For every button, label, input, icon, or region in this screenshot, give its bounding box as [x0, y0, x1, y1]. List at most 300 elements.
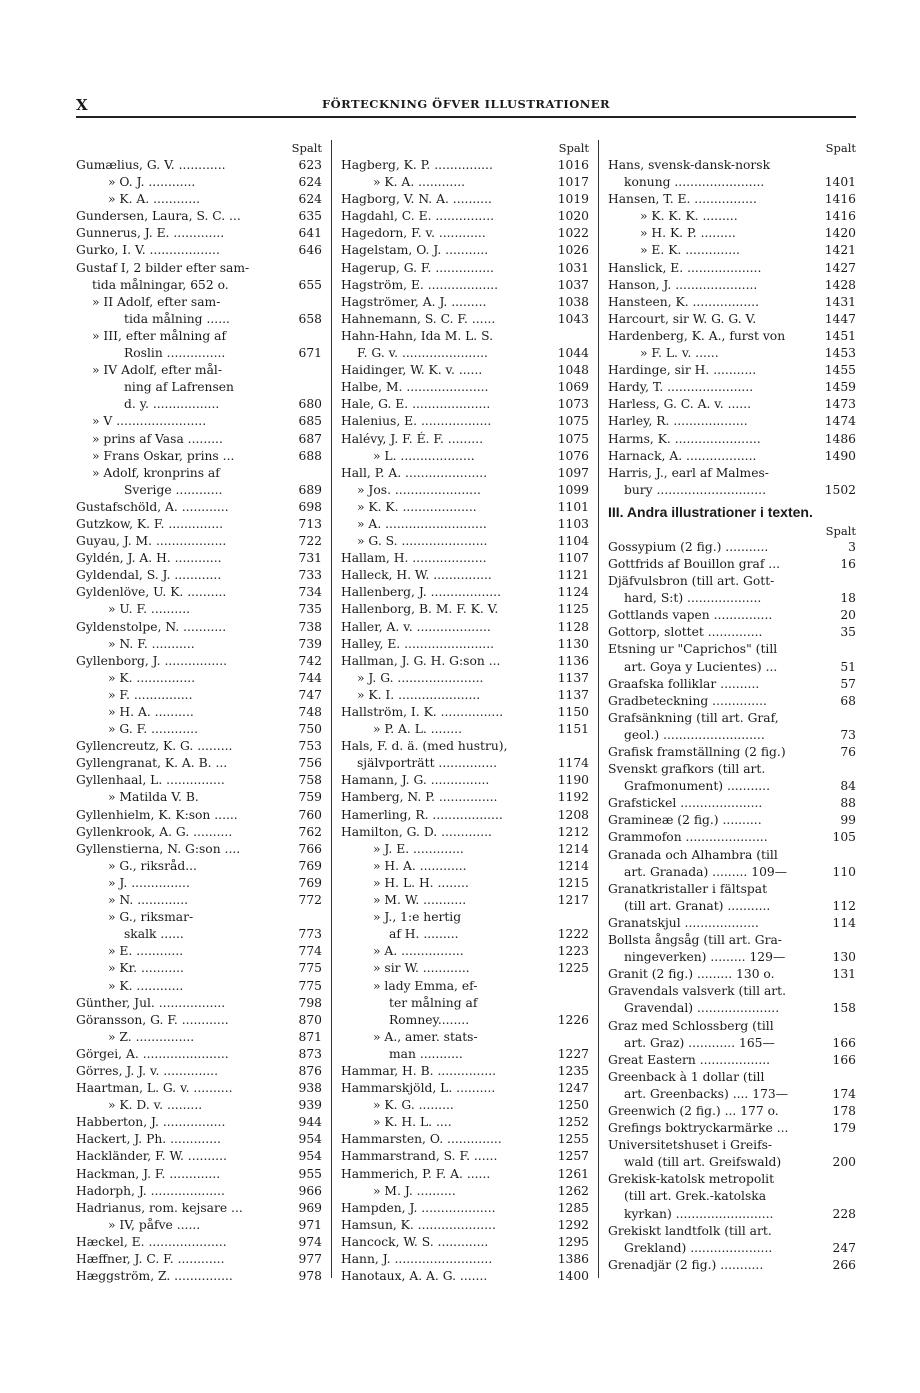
index-entry [341, 755, 589, 772]
index-entry [341, 978, 589, 995]
index-entry [76, 1166, 322, 1183]
entry-name: Görgei, A. ...................... [76, 1046, 229, 1061]
index-entry [341, 277, 589, 294]
index-entry [76, 960, 322, 977]
entry-name: Hammarsten, O. .............. [341, 1132, 502, 1147]
entry-name: Gumælius, G. V. ............ [76, 158, 226, 172]
index-entry [76, 157, 322, 174]
entry-column-number: 1069 [557, 380, 589, 395]
entry-column-number: 68 [840, 693, 856, 708]
entry-column-number: 166 [832, 1052, 856, 1067]
index-entry [341, 294, 589, 311]
entry-name: F. G. v. ...................... [357, 346, 488, 361]
entry-column-number: 938 [298, 1081, 322, 1096]
index-entry [341, 1268, 589, 1285]
index-entry [76, 465, 322, 482]
entry-name: konung ....................... [624, 175, 765, 190]
entry-column-number: 685 [298, 414, 322, 429]
entry-name: » A., amer. stats- [373, 1029, 478, 1044]
index-entry [76, 926, 322, 943]
index-entry [608, 1171, 856, 1188]
entry-name: Hanotaux, A. A. G. ....... [341, 1269, 488, 1284]
index-entry [608, 573, 856, 590]
entry-column-number: 1104 [557, 534, 589, 549]
entry-name: Gundersen, Laura, S. C. ... [76, 209, 241, 224]
entry-name: » IV Adolf, efter mål- [92, 363, 223, 378]
entry-name: Hagdahl, C. E. ............... [341, 209, 495, 224]
entry-column-number: 747 [298, 687, 322, 702]
entry-name: Hadorph, J. ................... [76, 1183, 225, 1198]
entry-column-number: 1455 [824, 363, 856, 378]
index-entry [76, 721, 322, 738]
index-entry [341, 1148, 589, 1165]
index-entry [341, 1251, 589, 1268]
index-entry [76, 687, 322, 704]
entry-name: Guyau, J. M. .................. [76, 534, 227, 549]
entry-name: Gramineæ (2 fig.) .......... [608, 813, 762, 828]
index-entry [341, 157, 589, 174]
index-entry [341, 465, 589, 482]
index-entry [76, 294, 322, 311]
index-entry [608, 693, 856, 710]
index-entry [76, 448, 322, 465]
index-entry [341, 379, 589, 396]
index-entry [608, 949, 856, 966]
index-entry [341, 191, 589, 208]
index-entry [76, 653, 322, 670]
entry-column-number: 731 [298, 551, 322, 566]
entry-name: Gutzkow, K. F. .............. [76, 516, 224, 531]
index-entry [76, 704, 322, 721]
index-entry [608, 191, 856, 208]
header-rule [76, 116, 856, 118]
entry-name: art. Granada) ......... 109— [624, 864, 788, 879]
index-entry [608, 1052, 856, 1069]
index-entry [608, 174, 856, 191]
entry-name: » L. ................... [373, 448, 475, 463]
index-entry [76, 858, 322, 875]
index-entry [608, 812, 856, 829]
entry-column-number: 1192 [557, 790, 589, 805]
entry-column-number: 1073 [557, 397, 589, 412]
index-entry [76, 1131, 322, 1148]
entry-name: Hæffner, J. C. F. ............ [76, 1252, 225, 1266]
entry-name: Hammarskjöld, L. .......... [341, 1081, 496, 1096]
entry-name: Hammerich, P. F. A. ...... [341, 1166, 491, 1181]
entry-column-number: 73 [840, 727, 856, 742]
entry-column-number: 76 [840, 745, 856, 759]
entry-name: » K. K. K. ......... [640, 209, 738, 224]
index-entry [608, 208, 856, 225]
entry-name: Gossypium (2 fig.) ........... [608, 539, 769, 554]
entry-column-number: 228 [832, 1206, 856, 1221]
entry-name: Grafsänkning (till art. Graf, [608, 710, 779, 725]
index-entry [341, 1046, 589, 1063]
index-entry [76, 601, 322, 618]
entry-name: Djäfvulsbron (till art. Gott- [608, 574, 775, 589]
entry-name: (till art. Grek.-katolska [624, 1189, 767, 1204]
entry-column-number: 1099 [557, 482, 589, 497]
entry-name: Hackländer, F. W. .......... [76, 1149, 227, 1164]
entry-column-number: 1124 [557, 585, 589, 600]
index-entry [608, 778, 856, 795]
entry-column-number: 1447 [824, 311, 856, 326]
entry-column-number: 112 [832, 898, 856, 913]
index-entry [341, 687, 589, 704]
index-entry [608, 539, 856, 556]
index-entry [341, 704, 589, 721]
entry-column-number: 775 [298, 978, 322, 993]
entry-column-number: 1247 [557, 1081, 589, 1096]
entry-column-number: 688 [298, 448, 322, 463]
index-entry [341, 242, 589, 259]
entry-column-number: 3 [848, 539, 856, 554]
index-entry [341, 909, 589, 926]
index-entry [608, 1120, 856, 1137]
entry-name: Halenius, E. .................. [341, 414, 492, 429]
entry-column-number: 760 [298, 807, 322, 822]
index-entry [608, 1223, 856, 1240]
entry-column-number: 1103 [557, 516, 589, 531]
entry-column-number: 1044 [557, 346, 589, 361]
entry-name: Hahnemann, S. C. F. ...... [341, 311, 496, 326]
entry-name: Harms, K. ...................... [608, 431, 761, 446]
index-entry [341, 858, 589, 875]
spalt-header: Spalt [825, 141, 856, 155]
index-entry [608, 1154, 856, 1171]
index-entry [76, 1148, 322, 1165]
entry-column-number: 756 [298, 756, 322, 771]
index-entry [76, 1200, 322, 1217]
index-column-1 [76, 140, 322, 1285]
entry-column-number: 1151 [557, 722, 589, 737]
entry-name: Hann, J. ......................... [341, 1252, 493, 1266]
index-entry [341, 174, 589, 191]
index-entry [341, 892, 589, 909]
entry-name: självporträtt ............... [357, 756, 498, 771]
entry-column-number: 1227 [557, 1046, 589, 1061]
entry-name: Grafmonument) ........... [624, 779, 770, 794]
entry-column-number: 1225 [557, 961, 589, 976]
entry-name: Gradbeteckning .............. [608, 693, 767, 708]
entry-name: Görres, J. J. v. .............. [76, 1063, 219, 1078]
entry-column-number: 1137 [557, 670, 589, 685]
index-entry [608, 379, 856, 396]
entry-name: Gyldenstolpe, N. ........... [76, 619, 227, 634]
index-entry [608, 1035, 856, 1052]
index-entry [341, 311, 589, 328]
entry-column-number: 635 [298, 209, 322, 224]
entry-column-number: 57 [840, 676, 856, 691]
index-entry [608, 1000, 856, 1017]
entry-name: art. Graz) ............ 165— [624, 1035, 775, 1050]
entry-name: Grenadjär (2 fig.) ........... [608, 1257, 764, 1272]
entry-column-number: 775 [298, 961, 322, 976]
index-entry [341, 807, 589, 824]
entry-column-number: 105 [832, 830, 856, 845]
index-entry [76, 584, 322, 601]
index-entry [341, 499, 589, 516]
entry-name: Hagborg, V. N. A. .......... [341, 192, 492, 207]
index-entry [76, 311, 322, 328]
index-entry [608, 1257, 856, 1274]
index-entry [341, 1114, 589, 1131]
entry-column-number: 655 [298, 277, 322, 292]
entry-name: d. y. ................. [124, 397, 220, 412]
index-entry [76, 516, 322, 533]
index-entry [608, 932, 856, 949]
index-entry [76, 636, 322, 653]
entry-name: Gunnerus, J. E. ............. [76, 226, 225, 241]
entry-column-number: 1285 [557, 1200, 589, 1215]
entry-name: Haller, A. v. ................... [341, 619, 491, 634]
index-entry [76, 396, 322, 413]
index-entry [608, 556, 856, 573]
entry-column-number: 84 [840, 779, 856, 794]
entry-column-number: 722 [298, 534, 322, 549]
index-entry [76, 892, 322, 909]
entry-column-number: 1208 [557, 807, 589, 822]
entry-column-number: 750 [298, 722, 322, 737]
index-entry [76, 533, 322, 550]
entry-name: Hallman, J. G. H. G:son ... [341, 653, 501, 668]
entry-column-number: 1223 [557, 944, 589, 959]
entry-name: Gyllengranat, K. A. B. ... [76, 756, 228, 771]
entry-name: Hamilton, G. D. ............. [341, 824, 492, 839]
entry-column-number: 772 [298, 893, 322, 908]
entry-column-number: 1235 [557, 1063, 589, 1078]
entry-column-number: 624 [298, 192, 322, 207]
index-entry [76, 379, 322, 396]
entry-column-number: 1214 [557, 858, 589, 873]
index-entry [341, 567, 589, 584]
entry-column-number: 1215 [557, 875, 589, 890]
entry-column-number: 744 [298, 670, 322, 685]
entry-name: » Z. ............... [108, 1029, 195, 1044]
entry-column-number: 1252 [557, 1115, 589, 1130]
entry-name: » Jos. ...................... [357, 482, 481, 497]
entry-column-number: 1453 [824, 346, 856, 361]
entry-column-number: 1107 [557, 551, 589, 566]
entry-name: Hagströmer, A. J. ......... [341, 294, 487, 309]
index-entry [76, 995, 322, 1012]
entry-column-number: 1257 [557, 1149, 589, 1164]
entry-name: » H. A. .......... [108, 705, 194, 719]
index-entry [608, 362, 856, 379]
entry-name: Harnack, A. .................. [608, 448, 757, 463]
index-entry [608, 744, 856, 761]
entry-name: Harley, R. ................... [608, 414, 748, 429]
entry-name: Granatkristaller i fältspat [608, 881, 768, 896]
column-divider [598, 140, 599, 1278]
entry-column-number: 641 [298, 226, 322, 241]
index-entry [608, 1018, 856, 1035]
entry-name: Hackman, J. F. ............. [76, 1166, 221, 1181]
entry-column-number: 1217 [557, 893, 589, 908]
entry-column-number: 1075 [557, 431, 589, 446]
entry-name: Habberton, J. ................ [76, 1115, 226, 1130]
entry-name: » J., 1:e hertig [373, 910, 462, 925]
entry-column-number: 753 [298, 739, 322, 754]
entry-name: Hamberg, N. P. ............... [341, 790, 498, 805]
entry-column-number: 1226 [557, 1012, 589, 1027]
entry-column-number: 658 [298, 311, 322, 326]
entry-column-number: 758 [298, 773, 322, 788]
entry-name: » K. H. L. .... [373, 1115, 452, 1130]
entry-name: Graafska folliklar .......... [608, 676, 760, 691]
entry-name: Grefings boktryckarmärke ... [608, 1121, 789, 1136]
index-entry [608, 431, 856, 448]
entry-column-number: 873 [298, 1046, 322, 1061]
index-entry [341, 721, 589, 738]
entry-name: Hardy, T. ...................... [608, 380, 754, 395]
index-entry [608, 829, 856, 846]
entry-column-number: 99 [840, 813, 856, 828]
index-entry [76, 1183, 322, 1200]
entry-name: Gravendal) ..................... [624, 1001, 780, 1016]
entry-column-number: 1295 [557, 1234, 589, 1249]
entry-name: Gyldendal, S. J. ............ [76, 568, 222, 583]
entry-column-number: 1037 [557, 277, 589, 292]
entry-name: » M. J. .......... [373, 1183, 456, 1198]
index-entry [608, 676, 856, 693]
index-entry [608, 864, 856, 881]
entry-name: Hall, P. A. ..................... [341, 465, 488, 480]
entry-column-number: 876 [298, 1063, 322, 1078]
entry-column-number: 766 [298, 841, 322, 856]
entry-column-number: 1212 [557, 824, 589, 839]
entry-column-number: 954 [298, 1149, 322, 1164]
entry-name: Gyllencreutz, K. G. ......... [76, 739, 233, 754]
index-entry [76, 174, 322, 191]
entry-column-number: 871 [298, 1029, 322, 1044]
entry-column-number: 178 [832, 1103, 856, 1118]
entry-column-number: 1097 [557, 465, 589, 480]
entry-column-number: 166 [832, 1035, 856, 1050]
entry-name: Hæckel, E. .................... [76, 1234, 227, 1249]
entry-name: bury ............................ [624, 482, 766, 497]
entry-name: Hardenberg, K. A., furst von [608, 328, 786, 343]
index-entry [76, 755, 322, 772]
index-entry [76, 431, 322, 448]
entry-column-number: 1125 [557, 602, 589, 617]
entry-column-number: 1416 [824, 192, 856, 207]
index-entry [76, 1063, 322, 1080]
entry-name: Hansteen, K. ................. [608, 294, 759, 309]
entry-column-number: 1451 [824, 328, 856, 343]
entry-column-number: 114 [832, 915, 856, 930]
entry-column-number: 773 [298, 927, 322, 942]
entry-column-number: 978 [298, 1269, 322, 1284]
index-entry [76, 482, 322, 499]
entry-name: Hamerling, R. .................. [341, 807, 503, 822]
index-entry [76, 943, 322, 960]
entry-name: » P. A. L. ........ [373, 722, 462, 737]
entry-column-number: 680 [298, 397, 322, 412]
index-entry [608, 1188, 856, 1205]
running-title: FÖRTECKNING ÖFVER ILLUSTRATIONER [321, 97, 611, 111]
entry-name: Hansen, T. E. ................ [608, 192, 757, 207]
index-entry [76, 1251, 322, 1268]
entry-column-number: 671 [298, 346, 322, 361]
entry-column-number: 1431 [824, 294, 856, 309]
entry-name: » sir W. ............ [373, 961, 470, 976]
entry-column-number: 1400 [557, 1269, 589, 1284]
index-entry [341, 482, 589, 499]
index-entry [76, 978, 322, 995]
index-entry [341, 926, 589, 943]
entry-column-number: 1038 [557, 294, 589, 309]
section-heading: III. Andra illustrationer i texten. [608, 503, 813, 520]
entry-name: » U. F. .......... [108, 602, 191, 617]
entry-name: » F. L. v. ...... [640, 346, 719, 361]
entry-name: Roslin ............... [124, 346, 226, 361]
entry-column-number: 774 [298, 944, 322, 959]
entry-column-number: 1128 [557, 619, 589, 634]
entry-column-number: 1255 [557, 1132, 589, 1147]
index-entry [608, 1137, 856, 1154]
entry-name: » K. I. ..................... [357, 687, 481, 702]
entry-name: » H. A. ............ [373, 858, 467, 873]
entry-name: Hallam, H. ................... [341, 551, 487, 566]
index-entry [341, 1131, 589, 1148]
index-entry [608, 1240, 856, 1257]
entry-column-number: 1262 [557, 1183, 589, 1198]
entry-column-number: 18 [840, 591, 856, 606]
index-entry [76, 1046, 322, 1063]
entry-name: skalk ...... [124, 927, 184, 942]
index-entry [341, 1029, 589, 1046]
entry-name: » III, efter målning af [92, 328, 227, 343]
index-entry [341, 328, 589, 345]
index-entry [341, 431, 589, 448]
index-entry [341, 396, 589, 413]
index-entry [608, 294, 856, 311]
entry-column-number: 1292 [557, 1217, 589, 1232]
entry-name: » Adolf, kronprins af [92, 465, 220, 480]
index-entry [341, 1063, 589, 1080]
entry-name: Hahn-Hahn, Ida M. L. S. [341, 328, 494, 343]
entry-column-number: 1075 [557, 414, 589, 429]
column-divider [331, 140, 332, 1278]
entry-name: Hagedorn, F. v. ............ [341, 226, 486, 241]
entry-column-number: 769 [298, 875, 322, 890]
entry-name: Hale, G. E. .................... [341, 397, 491, 412]
entry-column-number: 944 [298, 1115, 322, 1130]
entry-name: Harcourt, sir W. G. G. V. [608, 311, 757, 326]
entry-column-number: 1421 [824, 243, 856, 258]
entry-column-number: 870 [298, 1012, 322, 1027]
entry-name: Hammar, H. B. ............... [341, 1063, 497, 1078]
index-entry [608, 847, 856, 864]
entry-name: Gyllenhielm, K. K:son ...... [76, 807, 238, 822]
entry-name: Grafisk framställning (2 fig.) [608, 745, 786, 759]
index-entry [76, 1080, 322, 1097]
index-entry [341, 1080, 589, 1097]
entry-name: Grafstickel ..................... [608, 796, 763, 811]
entry-column-number: 713 [298, 516, 322, 531]
index-entry [608, 1086, 856, 1103]
index-entry [341, 550, 589, 567]
entry-name: Hans, svensk-dansk-norsk [608, 158, 771, 172]
entry-name: Gustafschöld, A. ............ [76, 499, 229, 514]
index-entry [341, 875, 589, 892]
entry-column-number: 1026 [557, 243, 589, 258]
entry-name: Hackert, J. Ph. ............. [76, 1132, 221, 1147]
index-entry [608, 710, 856, 727]
entry-name: » K. ............ [108, 978, 184, 993]
entry-column-number: 1121 [557, 568, 589, 583]
